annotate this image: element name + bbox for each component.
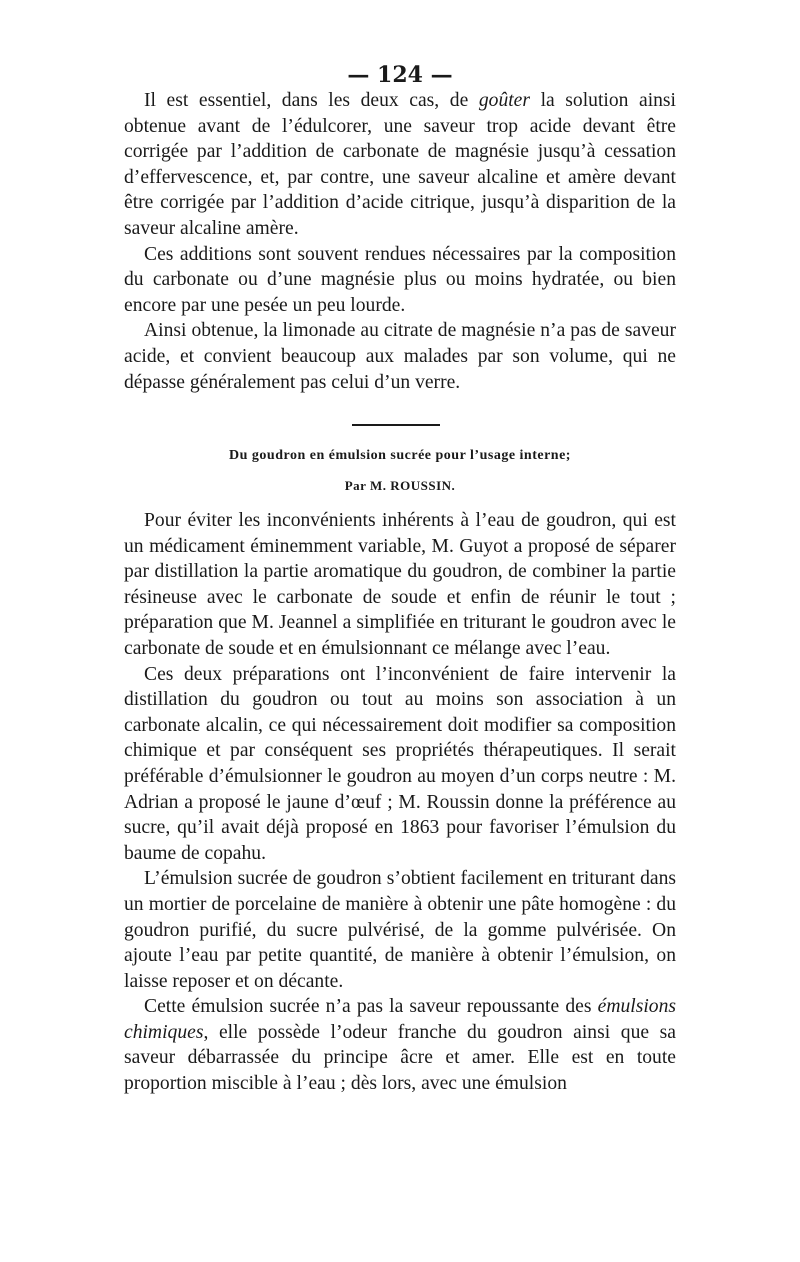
previous-article-ending xyxy=(124,88,676,395)
paragraph-text: la solution ainsi obtenue avant de l’édulcorer, une saveur trop acide devant être corrigée par l’addition de carbonate de magnésie jusqu’à cessation d’effervescence, et, par contre, une saveur alcaline et amère devant être corrigée par l’addition d’acide citrique, jusqu’à disparition de la saveur alcaline amère. xyxy=(124,90,676,239)
paragraph xyxy=(124,994,676,1096)
paragraph xyxy=(124,88,676,242)
paragraph-text: Cette émulsion sucrée n’a pas la saveur repoussante des xyxy=(144,996,598,1018)
article-title: Du goudron en émulsion sucrée pour l’usage interne; xyxy=(229,448,571,463)
paragraph-text: Il est essentiel, dans les deux cas, de xyxy=(144,90,479,111)
italic-phrase: émulsions chimiques xyxy=(124,996,676,1043)
paragraph: Ces additions sont souvent rendues nécessaires par la composition du carbonate ou d’une magnésie plus ou moins hydratée, ou bien encore par une pesée un peu lourde. xyxy=(124,243,676,316)
article-byline: Par M. ROUSSIN. xyxy=(344,478,456,493)
paragraph-text: , elle possède l’odeur franche du goudron ainsi que sa saveur débarrassée du principe âcre et amer. Elle est en toute proportion miscible à l’eau ; dès lors, avec une émulsion xyxy=(124,1021,676,1095)
paragraph: L’émulsion sucrée de goudron s’obtient facilement en triturant dans un mortier de porcelaine de manière à obtenir une pâte homogène : du goudron purifié, du sucre pulvérisé, de la gomme pulvérisée. On ajoute l’eau par petite quantité, de manière à obtenir l’émulsion, on laisse reposer et on décante. xyxy=(124,868,676,992)
italic-word: goûter xyxy=(478,90,530,111)
paragraph: Ainsi obtenue, la limonade au citrate de magnésie n’a pas de saveur acide, et convient beaucoup aux malades par son volume, qui ne dépasse généralement pas celui d’un verre. xyxy=(124,320,676,393)
paragraph: Ces deux préparations ont l’inconvénient de faire intervenir la distillation du goudron ou tout au moins son association à un carbonate alcalin, ce qui nécessairement doit modifier sa composition chimique et par conséquent ses propriétés thérapeutiques. Il serait préférable d’émulsionner le goudron au moyen d’un corps neutre : M. Adrian a proposé le jaune d’œuf ; M. Roussin donne la préférence au sucre, qu’il avait déjà proposé en 1863 pour favoriser l’émulsion du baume de copahu. xyxy=(124,663,676,864)
paragraph: Pour éviter les inconvénients inhérents à l’eau de goudron, qui est un médicament éminemment variable, M. Guyot a proposé de séparer par distillation la partie aromatique du goudron, de combiner la partie résineuse avec le carbonate de soude et enfin de réunir le tout ; préparation que M. Jeannel a simplifiée en triturant le goudron avec le carbonate de soude et en émulsionnant ce mélange avec l’eau. xyxy=(124,510,676,659)
page-number: — 124 — xyxy=(347,62,453,88)
article-body xyxy=(124,508,676,1097)
section-divider xyxy=(352,424,440,426)
